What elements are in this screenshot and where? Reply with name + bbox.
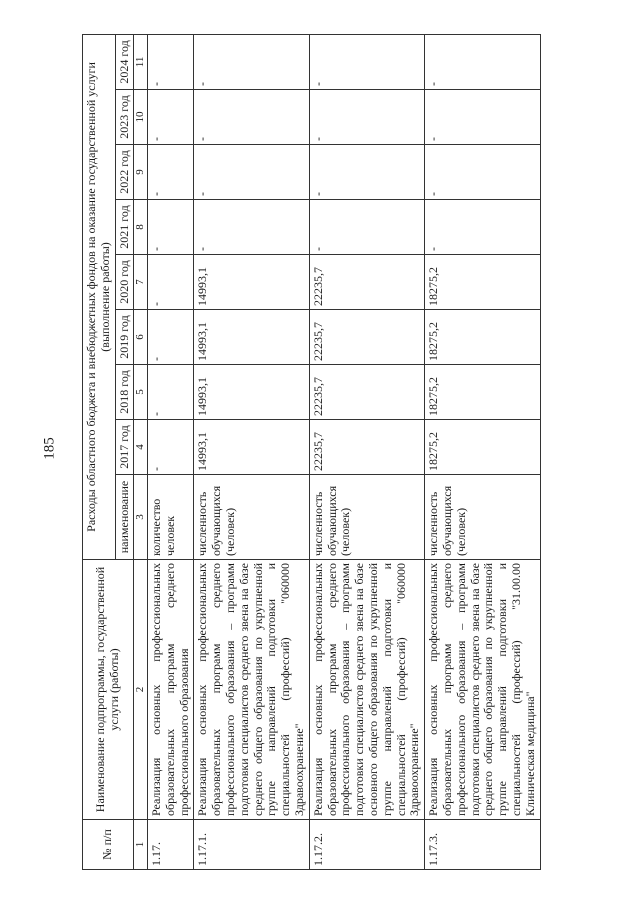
row-indicator: количество человек — [148, 475, 194, 560]
row-value: - — [425, 145, 540, 200]
row-number: 1.17.3. — [425, 820, 540, 870]
row-value: 22235,7 — [309, 365, 424, 420]
row-value: 14993,1 — [194, 420, 309, 475]
page-number: 185 — [41, 437, 58, 460]
header-year: 2021 год — [115, 200, 134, 255]
row-indicator: численность обучающихся (человек) — [194, 475, 309, 560]
column-number: 6 — [134, 310, 148, 365]
header-row-1 — [83, 34, 116, 869]
row-indicator: численность обучающихся (человек) — [309, 475, 424, 560]
row-number: 1.17. — [148, 820, 194, 870]
column-number: 7 — [134, 255, 148, 310]
table-row — [425, 34, 540, 869]
row-name: Реализация основных профессиональных образовательных программ среднего профессионального образования – программ подготовки специалистов среднего звена на базе среднего общего образования по укрупненной группе направлений подготовки и специальностей (профессий) "31.00.00 Клиническая медицина" — [425, 560, 540, 820]
table-row — [194, 34, 309, 869]
column-number: 11 — [134, 34, 148, 89]
row-value: 14993,1 — [194, 365, 309, 420]
row-value: - — [194, 145, 309, 200]
header-num: № п/п — [83, 820, 134, 870]
header-year: 2023 год — [115, 90, 134, 145]
row-name: Реализация основных профессиональных образовательных программ среднего профессионального образования — [148, 560, 194, 820]
table-row — [148, 34, 194, 869]
column-number: 5 — [134, 365, 148, 420]
row-indicator: численность обучающихся (человек) — [425, 475, 540, 560]
row-value: - — [194, 34, 309, 89]
row-value: - — [309, 90, 424, 145]
row-value: - — [425, 90, 540, 145]
row-value: - — [148, 310, 194, 365]
column-number: 8 — [134, 200, 148, 255]
row-value: 22235,7 — [309, 420, 424, 475]
row-value: 18275,2 — [425, 310, 540, 365]
row-value: - — [425, 200, 540, 255]
row-value: - — [309, 34, 424, 89]
row-value: - — [309, 145, 424, 200]
table-row — [309, 34, 424, 869]
column-numbers-row — [134, 34, 148, 869]
column-number: 1 — [134, 820, 148, 870]
row-value: - — [148, 34, 194, 89]
column-number: 4 — [134, 420, 148, 475]
column-number: 3 — [134, 475, 148, 560]
header-expenses: Расходы областного бюджета и внебюджетных фондов на оказание государственной услуги (выполнение работы) — [83, 34, 116, 559]
column-number: 9 — [134, 145, 148, 200]
row-value: - — [148, 145, 194, 200]
row-value: 22235,7 — [309, 310, 424, 365]
row-value: 22235,7 — [309, 255, 424, 310]
row-number: 1.17.2. — [309, 820, 424, 870]
row-value: - — [148, 90, 194, 145]
row-value: 14993,1 — [194, 255, 309, 310]
row-value: 18275,2 — [425, 420, 540, 475]
row-number: 1.17.1. — [194, 820, 309, 870]
row-value: - — [194, 200, 309, 255]
row-name: Реализация основных профессиональных образовательных программ среднего профессионального образования – программ подготовки специалистов среднего звена на базе основного общего образования по укрупненной группе направлений подготовки и специальностей (профессий) "060000 Здравоохранение" — [309, 560, 424, 820]
column-number: 2 — [134, 560, 148, 820]
header-year: 2022 год — [115, 145, 134, 200]
header-year: 2024 год — [115, 34, 134, 89]
row-value: - — [425, 34, 540, 89]
header-year: 2020 год — [115, 255, 134, 310]
row-value: - — [309, 200, 424, 255]
row-value: - — [148, 420, 194, 475]
row-value: - — [148, 255, 194, 310]
row-name: Реализация основных профессиональных образовательных программ среднего профессионального образования – программ подготовки специалистов среднего звена на базе среднего общего образования по укрупненной группе направлений подготовки и специальностей (профессий) "060000 Здравоохранение" — [194, 560, 309, 820]
row-value: 18275,2 — [425, 365, 540, 420]
row-value: 14993,1 — [194, 310, 309, 365]
header-year: 2017 год — [115, 420, 134, 475]
header-name: Наименование подпрограммы, государственной услуги (работы) — [83, 560, 134, 820]
row-value: - — [148, 365, 194, 420]
row-value: - — [194, 90, 309, 145]
budget-table — [82, 34, 541, 870]
row-value: 18275,2 — [425, 255, 540, 310]
header-indicator: наименование — [115, 475, 134, 560]
header-year: 2018 год — [115, 365, 134, 420]
header-year: 2019 год — [115, 310, 134, 365]
column-number: 10 — [134, 90, 148, 145]
row-value: - — [148, 200, 194, 255]
